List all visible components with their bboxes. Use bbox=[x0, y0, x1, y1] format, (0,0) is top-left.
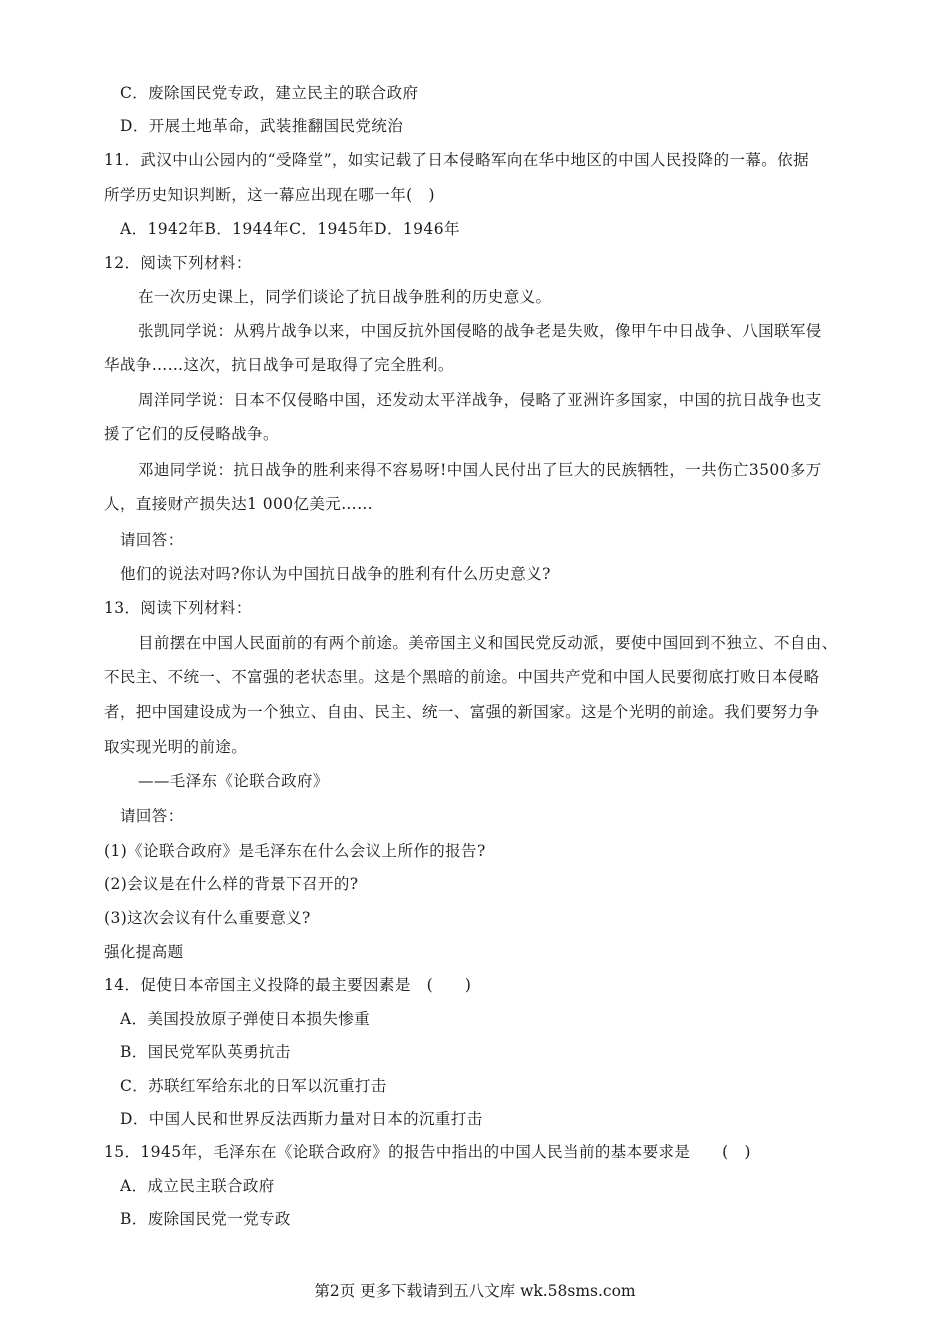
q12-para2-line2: 华战争……这次，抗日战争可是取得了完全胜利。 bbox=[104, 356, 454, 374]
q15-option-a: A．成立民主联合政府 bbox=[120, 1177, 275, 1195]
q12-prompt: 请回答： bbox=[120, 531, 184, 549]
q11-options: A．1942年B．1944年C．1945年D．1946年 bbox=[120, 220, 460, 238]
q13-sub3: (3)这次会议有什么重要意义? bbox=[104, 909, 311, 927]
q13-para-line1: 目前摆在中国人民面前的有两个前途。美帝国主义和国民党反动派，要使中国回到不独立、不自由、 bbox=[138, 634, 838, 652]
q13-para-line2: 不民主、不统一、不富强的老状态里。这是个黑暗的前途。中国共产党和中国人民要彻底打败日本侵略 bbox=[104, 668, 820, 686]
q12-para4-line2: 人，直接财产损失达1 000亿美元…… bbox=[104, 495, 373, 513]
q12-para3-line2: 援了它们的反侵略战争。 bbox=[104, 425, 279, 443]
q13-stem: 13．阅读下列材料： bbox=[104, 599, 252, 617]
q13-source: ——毛泽东《论联合政府》 bbox=[138, 772, 329, 790]
q13-sub2: (2)会议是在什么样的背景下召开的? bbox=[104, 875, 359, 893]
q13-para-line4: 取实现光明的前途。 bbox=[104, 738, 248, 756]
q13-prompt: 请回答： bbox=[120, 807, 184, 825]
q14-option-d: D．中国人民和世界反法西斯力量对日本的沉重打击 bbox=[120, 1110, 483, 1128]
q13-sub1: (1)《论联合政府》是毛泽东在什么会议上所作的报告? bbox=[104, 842, 486, 860]
q14-option-a: A．美国投放原子弹使日本损失惨重 bbox=[120, 1010, 371, 1028]
q14-option-b: B．国民党军队英勇抗击 bbox=[120, 1043, 291, 1061]
q13-para-line3: 者，把中国建设成为一个独立、自由、民主、统一、富强的新国家。这是个光明的前途。我们要努力争 bbox=[104, 703, 820, 721]
q12-para2-line1: 张凯同学说：从鸦片战争以来，中国反抗外国侵略的战争老是失败，像甲午中日战争、八国联军侵 bbox=[138, 322, 822, 340]
q15-option-b: B．废除国民党一党专政 bbox=[120, 1210, 291, 1228]
q15-stem: 15．1945年，毛泽东在《论联合政府》的报告中指出的中国人民当前的基本要求是 ( ) bbox=[104, 1143, 751, 1161]
q12-para3-line1: 周洋同学说：日本不仅侵略中国，还发动太平洋战争，侵略了亚洲许多国家，中国的抗日战争也支 bbox=[138, 391, 822, 409]
q14-option-c: C．苏联红军给东北的日军以沉重打击 bbox=[120, 1077, 387, 1095]
q12-para4-line1: 邓迪同学说：抗日战争的胜利来得不容易呀!中国人民付出了巨大的民族牺牲，一共伤亡3500多万 bbox=[138, 461, 822, 479]
q12-stem: 12．阅读下列材料： bbox=[104, 254, 252, 272]
q12-question: 他们的说法对吗?你认为中国抗日战争的胜利有什么历史意义? bbox=[120, 565, 551, 583]
page-footer: 第2页 更多下载请到五八文库 wk.58sms.com bbox=[314, 1282, 636, 1300]
q10-option-c: C．废除国民党专政，建立民主的联合政府 bbox=[120, 84, 419, 102]
q12-para1: 在一次历史课上，同学们谈论了抗日战争胜利的历史意义。 bbox=[138, 288, 552, 306]
q11-stem-line2: 所学历史知识判断，这一幕应出现在哪一年( ) bbox=[104, 186, 435, 204]
section-title: 强化提高题 bbox=[104, 943, 184, 961]
q14-stem: 14．促使日本帝国主义投降的最主要因素是 ( ) bbox=[104, 976, 472, 994]
q10-option-d: D．开展土地革命，武装推翻国民党统治 bbox=[120, 117, 404, 135]
q11-stem-line1: 11．武汉中山公园内的“受降堂”，如实记载了日本侵略军向在华中地区的中国人民投降的一幕。依据 bbox=[104, 151, 809, 169]
